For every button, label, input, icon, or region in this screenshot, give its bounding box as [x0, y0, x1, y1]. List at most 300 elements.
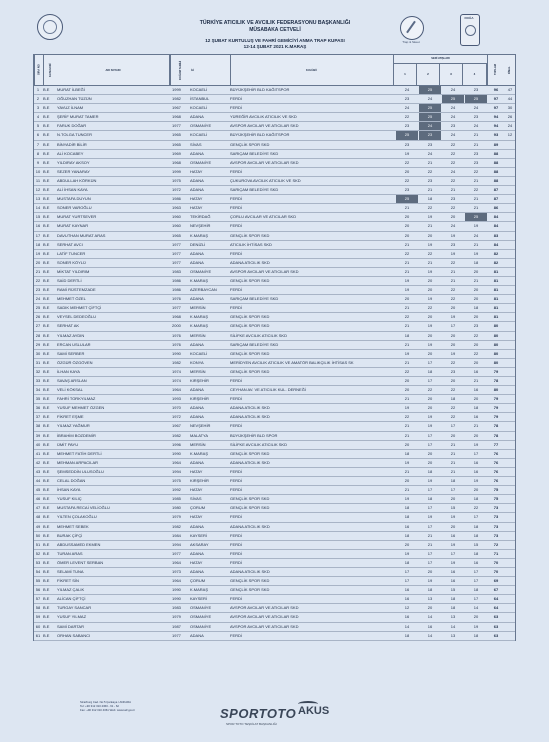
cell-name: ÜMİT PAYU — [57, 441, 79, 447]
cell-s1: 21 — [404, 259, 410, 265]
cell-s3: 22 — [450, 159, 456, 165]
cell-cls: B.E — [43, 250, 50, 256]
cell-name: SONER VAROĞLU — [57, 205, 92, 211]
cell-s1: 20 — [404, 214, 410, 220]
cell-total: 73 — [493, 532, 499, 538]
cell-year: 1967 — [172, 423, 181, 429]
cell-s3: 13 — [450, 614, 456, 620]
cell-s2: 23 — [427, 141, 433, 147]
cell-rank: 47 — [35, 505, 41, 511]
cell-s4: 21 — [473, 141, 479, 147]
cell-year: 1965 — [172, 141, 181, 147]
cell-total: 80 — [493, 350, 499, 356]
table-row — [34, 441, 515, 450]
cell-club: AVSPOR AVCILAR VE ATICILAR SKD — [230, 159, 299, 165]
table-row — [34, 168, 515, 177]
cell-s2: 20 — [427, 605, 433, 611]
cell-rank: 39 — [35, 432, 41, 438]
cell-total: 73 — [493, 523, 499, 529]
cell-city: MERSİN — [190, 332, 206, 338]
cell-s1: 20 — [404, 232, 410, 238]
cell-name: YUSUF KILIÇ — [57, 496, 82, 502]
cell-s4: 21 — [473, 241, 479, 247]
cell-s3: 17 — [450, 550, 456, 556]
cell-po: 47 — [507, 87, 513, 92]
cell-s1: 25 — [396, 195, 418, 203]
cell-name: VELİ KÖKSAL — [57, 387, 83, 393]
cell-cls: B.E — [43, 141, 50, 147]
cell-s4: 20 — [473, 296, 479, 302]
cell-total: 73 — [493, 505, 499, 511]
cell-year: 1976 — [172, 296, 181, 302]
cell-s4: 20 — [473, 341, 479, 347]
cell-year: 1965 — [172, 232, 181, 238]
table-row — [34, 450, 515, 459]
cell-total: 63 — [493, 614, 499, 620]
cell-s1: 21 — [404, 359, 410, 365]
cell-s4: 19 — [473, 223, 479, 229]
cell-cls: B.E — [43, 359, 50, 365]
cell-cls: B.E — [43, 123, 50, 129]
cell-s4: 18 — [473, 305, 479, 311]
cell-name: SADIK MEHMET ÇİFTÇİ — [57, 305, 102, 311]
cell-city: ADANA — [190, 550, 204, 556]
cell-year: 1984 — [172, 532, 181, 538]
cell-s1: 21 — [404, 268, 410, 274]
cell-club: FERDİ — [230, 423, 242, 429]
cell-s2: 25 — [419, 86, 441, 94]
cell-club: FERDİ — [230, 250, 242, 256]
cell-name: BİNYADİR BİLİR — [57, 141, 87, 147]
cell-cls: B.E — [43, 378, 50, 383]
table-row — [34, 386, 515, 395]
cell-s1: 25 — [396, 131, 418, 139]
cell-s4: 22 — [473, 350, 479, 356]
cell-name: ALİCAN ÇİFTÇİ — [57, 596, 86, 602]
cell-s3: 21 — [450, 459, 456, 465]
table-row — [34, 632, 515, 641]
cell-s3: 19 — [450, 350, 456, 356]
cell-s3: 21 — [450, 277, 456, 283]
cell-city: AKSARAY — [190, 541, 209, 547]
cell-rank: 58 — [35, 605, 41, 611]
cell-s1: 19 — [404, 350, 410, 356]
cell-s3: 19 — [450, 541, 456, 547]
cell-s3: 23 — [450, 196, 456, 202]
cell-s3: 19 — [450, 232, 456, 238]
cell-total: 76 — [493, 459, 499, 465]
cell-s1: 20 — [404, 441, 410, 447]
table-row — [34, 504, 515, 513]
cell-s2: 24 — [427, 150, 433, 156]
cell-rank: 25 — [35, 305, 41, 311]
cell-city: OSMANİYE — [190, 605, 212, 611]
cell-cls: B.E — [43, 550, 50, 556]
cell-s4: 23 — [473, 114, 479, 120]
cell-rank: 57 — [35, 596, 41, 602]
table-row — [34, 295, 515, 304]
cell-s3: 22 — [450, 150, 456, 156]
cell-year: 1964 — [172, 578, 181, 584]
cell-city: ADANA — [190, 259, 204, 265]
cell-cls: B.E — [43, 523, 50, 529]
cell-total: 80 — [493, 341, 499, 347]
cell-s2: 20 — [427, 314, 433, 320]
cell-s4: 16 — [473, 459, 479, 465]
cell-name: ÖZGÜR ÖZGÖVEN — [57, 359, 93, 365]
cell-total: 80 — [493, 323, 499, 329]
cell-s2: 19 — [427, 514, 433, 520]
cell-s1: 16 — [404, 587, 410, 593]
cell-s3: 21 — [450, 187, 456, 193]
cell-year: 2000 — [172, 323, 181, 329]
cell-s1: 16 — [404, 614, 410, 620]
cell-rank: 36 — [35, 405, 41, 411]
cell-name: FAHRİ TORKYILMAZ — [57, 396, 96, 402]
cell-city: ADANA — [190, 296, 204, 302]
cell-s1: 21 — [404, 423, 410, 429]
cell-s1: 20 — [404, 223, 410, 229]
cell-s2: 20 — [427, 350, 433, 356]
cell-rank: 50 — [35, 532, 41, 538]
cell-club: GENÇLİK SPOR SKD — [230, 323, 270, 329]
cell-s1: 24 — [404, 87, 410, 92]
cell-club: GENÇLİK SPOR SKD — [230, 232, 270, 238]
table-row — [34, 568, 515, 577]
cell-club: ADANA ATICILIK SKD — [230, 405, 270, 411]
table-row — [34, 359, 515, 368]
cell-name: ALİ KOCABEY — [57, 150, 84, 156]
cell-total: 93 — [493, 132, 499, 138]
cell-year: 1994 — [172, 468, 181, 474]
cell-total: 71 — [493, 550, 499, 556]
cell-city: ADANA — [190, 187, 204, 193]
cell-rank: 40 — [35, 441, 41, 447]
cell-s1: 21 — [404, 323, 410, 329]
cell-s1: 17 — [404, 578, 410, 584]
cell-club: AVSPOR AVCILAR VE ATICILAR SKD — [230, 623, 299, 629]
cell-year: 1975 — [172, 177, 181, 183]
cell-s1: 19 — [404, 496, 410, 502]
table-row — [34, 277, 515, 286]
cell-s3: 20 — [450, 305, 456, 311]
cell-s2: 19 — [427, 323, 433, 329]
table-row — [34, 368, 515, 377]
cell-s2: 20 — [427, 232, 433, 238]
cell-club: AVSPOR AVCILAR VE ATICILAR SKD — [230, 614, 299, 620]
cell-s2: 13 — [427, 596, 433, 602]
cell-s4: 23 — [473, 159, 479, 165]
cell-club: FERDİ — [230, 223, 242, 229]
cell-s3: 19 — [450, 559, 456, 565]
table-row — [34, 550, 515, 559]
cell-city: HATAY — [190, 468, 203, 474]
cell-cls: B.E — [43, 205, 50, 211]
cell-s1: 21 — [404, 432, 410, 438]
cell-s1: 20 — [404, 168, 410, 174]
cell-rank: 37 — [35, 414, 41, 420]
cell-s3: 25 — [442, 95, 464, 103]
cell-name: MUSTAFA DUYUN — [57, 196, 91, 202]
cell-s3: 13 — [450, 632, 456, 638]
competition-name: 12 ŞUBAT KURTULUŞ VE FAHRİ GEMİCİYİ ANMA TRAP KUPASI — [205, 38, 345, 43]
cell-city: OSMANİYE — [190, 123, 212, 129]
cell-s2: 21 — [427, 532, 433, 538]
cell-club: YÜREĞİR AVCILIK ATICILIK VE SKD — [230, 114, 297, 120]
cell-rank: 12 — [35, 187, 41, 193]
cell-city: KOCAELİ — [190, 105, 208, 111]
cell-year: 1979 — [172, 514, 181, 520]
cell-s1: 21 — [404, 396, 410, 402]
cell-total: 73 — [493, 514, 499, 520]
cell-total: 96 — [493, 87, 499, 92]
phone-line: Tel: +90 312 310 4360 - 61 - 62 — [80, 704, 119, 708]
cell-city: HATAY — [190, 559, 203, 565]
cell-year: 1965 — [172, 132, 181, 138]
cell-club: FERDİ — [230, 287, 242, 293]
federation-logo-caption: DOĞA — [464, 16, 474, 20]
cell-s3: 23 — [450, 368, 456, 374]
cell-club: GENÇLİK SPOR SKD — [230, 450, 270, 456]
cell-cls: B.E — [43, 214, 50, 220]
cell-name: YILMAZ ÇALIK — [57, 587, 85, 593]
cell-year: 1982 — [172, 432, 181, 438]
cell-city: K.MARAŞ — [190, 277, 209, 283]
cell-s1: 23 — [404, 96, 410, 102]
cell-total: 84 — [493, 223, 499, 229]
cell-s4: 24 — [473, 105, 479, 111]
cell-s2: 18 — [427, 468, 433, 474]
cell-city: HATAY — [190, 168, 203, 174]
cell-cls: B.E — [43, 196, 50, 202]
cell-total: 70 — [493, 568, 499, 574]
trap-skeet-caption: Trap & Skeet — [402, 40, 420, 44]
cell-rank: 38 — [35, 423, 41, 429]
cell-year: 1986 — [172, 196, 181, 202]
cell-rank: 13 — [35, 196, 41, 202]
cell-name: ALİ İHSAN KAYA — [57, 187, 88, 193]
cell-s1: 19 — [404, 550, 410, 556]
cell-po: 24 — [507, 123, 513, 129]
document-title: MÜSABAKA CETVELİ — [249, 27, 301, 33]
cell-s4: 20 — [473, 287, 479, 293]
cell-city: İSTANBUL — [190, 96, 210, 102]
cell-year: 1979 — [172, 614, 181, 620]
cell-year: 1994 — [172, 541, 181, 547]
cell-s2: 20 — [427, 332, 433, 338]
cell-cls: B.E — [43, 368, 50, 374]
cell-club: FERDİ — [230, 541, 242, 547]
cell-year: 1982 — [172, 359, 181, 365]
table-row — [34, 559, 515, 568]
cell-s1: 14 — [404, 623, 410, 629]
cell-rank: 48 — [35, 514, 41, 520]
cell-cls: B.E — [43, 414, 50, 420]
cell-club: GENÇLİK SPOR SKD — [230, 578, 270, 584]
cell-city: NEVŞEHİR — [190, 223, 211, 229]
cell-total: 81 — [493, 277, 499, 283]
cell-s4: 21 — [473, 177, 479, 183]
table-row — [34, 495, 515, 504]
cell-city: HATAY — [190, 196, 203, 202]
cell-po: 26 — [507, 114, 513, 120]
cell-club: GENÇLİK SPOR SKD — [230, 368, 270, 374]
table-row — [34, 322, 515, 331]
cell-s2: 21 — [427, 223, 433, 229]
cell-year: 1983 — [172, 605, 181, 611]
table-row — [34, 232, 515, 241]
cell-club: AVSPOR AVCILAR VE ATICILAR SKD — [230, 268, 299, 274]
cell-total: 64 — [493, 596, 499, 602]
cell-name: MURAT YURTSEVER — [57, 214, 97, 220]
cell-s1: 18 — [404, 559, 410, 565]
cell-name: MİKTAT YILDIRIM — [57, 268, 90, 274]
cell-club: GENÇLİK SPOR SKD — [230, 314, 270, 320]
header-club: KULÜBÜ — [230, 55, 394, 85]
cell-year: 1972 — [172, 414, 181, 420]
cell-name: MEHMET FATİH DERTLİ — [57, 450, 102, 456]
cell-city: MERSİN — [190, 441, 206, 447]
cell-rank: 23 — [35, 287, 41, 293]
cell-name: ÖMER LEVENT SERBAN — [57, 559, 104, 565]
cell-city: KOCAELİ — [190, 132, 208, 138]
cell-cls: B.E — [43, 168, 50, 174]
cell-cls: B.E — [43, 578, 50, 584]
cell-s4: 20 — [473, 359, 479, 365]
cell-s3: 16 — [450, 532, 456, 538]
cell-club: GENÇLİK SPOR SKD — [230, 505, 270, 511]
cell-rank: 18 — [35, 241, 41, 247]
header-class: KATEGORİ — [43, 55, 57, 85]
cell-s2: 19 — [427, 478, 433, 484]
cell-s1: 23 — [404, 141, 410, 147]
table-row — [34, 286, 515, 295]
cell-city: OSMANİYE — [190, 623, 212, 629]
cell-s4: 17 — [473, 578, 479, 584]
table-row — [34, 577, 515, 586]
cell-year: 1992 — [172, 487, 181, 493]
cell-s4: 18 — [473, 259, 479, 265]
cell-s4: 16 — [473, 559, 479, 565]
cell-cls: B.E — [43, 514, 50, 520]
address-line: Strazburg Cad. No:5 Çankaya / ANKARA — [80, 700, 131, 704]
cell-rank: 54 — [35, 568, 41, 574]
cell-s2: 17 — [427, 432, 433, 438]
footer-address — [80, 700, 135, 712]
cell-s4: 19 — [473, 250, 479, 256]
table-row — [34, 222, 515, 231]
cell-city: DENİZLİ — [190, 241, 206, 247]
cell-rank: 16 — [35, 223, 41, 229]
cell-total: 78 — [493, 432, 499, 438]
cell-s1: 21 — [404, 341, 410, 347]
cell-rank: 59 — [35, 614, 41, 620]
cell-city: HATAY — [190, 514, 203, 520]
cell-s1: 19 — [404, 150, 410, 156]
table-row — [34, 141, 515, 150]
table-row — [34, 595, 515, 604]
cell-s3: 22 — [450, 141, 456, 147]
cell-s3: 21 — [450, 441, 456, 447]
cell-name: LATİF TUNCER — [57, 250, 86, 256]
cell-s3: 15 — [450, 505, 456, 511]
table-row — [34, 304, 515, 313]
cell-s4: 19 — [473, 623, 479, 629]
cell-total: 82 — [493, 250, 499, 256]
cell-s4: 18 — [473, 550, 479, 556]
ministry-logo — [37, 14, 63, 40]
cell-s1: 20 — [404, 478, 410, 484]
cell-year: 1982 — [172, 523, 181, 529]
cell-cls: B.E — [43, 387, 50, 393]
table-row — [34, 195, 515, 204]
cell-s1: 19 — [404, 405, 410, 411]
cell-rank: 60 — [35, 623, 41, 629]
cell-club: ÇORLU AVCILAR VE ATICILAR SKD — [230, 214, 297, 220]
cell-s4: 20 — [473, 487, 479, 493]
cell-s3: 19 — [450, 514, 456, 520]
cell-year: 1975 — [172, 478, 181, 484]
cell-s2: 22 — [427, 305, 433, 311]
cell-cls: B.E — [43, 314, 50, 320]
cell-city: MALATYA — [190, 432, 209, 438]
cell-club: FERDİ — [230, 596, 242, 602]
cell-s1: 18 — [404, 632, 410, 638]
cell-s4: 20 — [473, 614, 479, 620]
cell-s4: 18 — [473, 587, 479, 593]
cell-name: SERHAT AK — [57, 323, 80, 329]
cell-total: 70 — [493, 559, 499, 565]
cell-club: FERDİ — [230, 168, 242, 174]
cell-club: GENÇLİK SPOR SKD — [230, 350, 270, 356]
cell-s2: 21 — [427, 541, 433, 547]
cell-s1: 16 — [404, 596, 410, 602]
cell-s2: 22 — [427, 205, 433, 211]
cell-club: FERDİ — [230, 305, 242, 311]
cell-city: KIRŞEHİR — [190, 378, 209, 383]
cell-total: 88 — [493, 168, 499, 174]
cell-year: 1982 — [172, 96, 181, 102]
table-row — [34, 413, 515, 422]
cell-cls: B.E — [43, 505, 50, 511]
cell-s3: 24 — [450, 223, 456, 229]
cell-s4: 18 — [473, 532, 479, 538]
cell-club: SARIÇAM BELEDİYE SKD — [230, 187, 279, 193]
cell-total: 77 — [493, 441, 499, 447]
cell-s3: 24 — [450, 132, 456, 138]
cell-rank: 24 — [35, 296, 41, 302]
table-row — [34, 241, 515, 250]
fax-web-line: Fax: +90 312 310 4361 Web: www.tatf.gov.tr — [80, 708, 136, 712]
cell-s2: 25 — [419, 113, 441, 121]
cell-name: SAMİ SERBER — [57, 350, 85, 356]
cell-s3: 20 — [450, 341, 456, 347]
cell-s2: 18 — [427, 368, 433, 374]
cell-cls: B.E — [43, 332, 50, 338]
table-row — [34, 477, 515, 486]
cell-rank: 31 — [35, 359, 41, 365]
cell-city: OSMANİYE — [190, 159, 212, 165]
cell-year: 1986 — [172, 277, 181, 283]
cell-s4: 20 — [473, 314, 479, 320]
cell-rank: 10 — [35, 168, 41, 174]
cell-city: ADANA — [190, 459, 204, 465]
cell-city: ADANA — [190, 387, 204, 393]
cell-cls: B.E — [43, 268, 50, 274]
cell-cls: B.E — [43, 450, 50, 456]
cell-s1: 18 — [404, 505, 410, 511]
cell-rank: 14 — [35, 205, 41, 211]
